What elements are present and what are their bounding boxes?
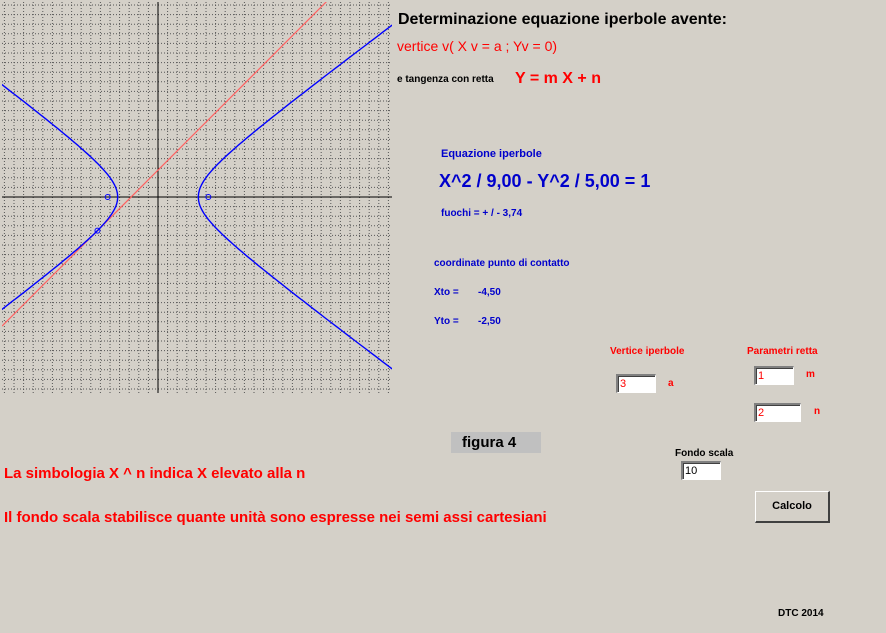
intercept-n-label: n — [814, 406, 821, 417]
tangent-line — [2, 2, 392, 326]
page-title: Determinazione equazione iperbole avente: — [398, 11, 727, 28]
xto-value: -4,50 — [478, 287, 501, 298]
scale-note: Il fondo scala stabilisce quante unità sono espresse nei semi assi cartesiani — [4, 509, 547, 526]
scale-input[interactable]: 10 — [681, 461, 721, 480]
calcolo-button[interactable]: Calcolo — [755, 491, 830, 523]
slope-m-input[interactable]: 1 — [754, 366, 794, 385]
line-params-label: Parametri retta — [747, 346, 818, 357]
slope-m-label: m — [806, 369, 815, 380]
foci-value: fuochi = + / - 3,74 — [441, 208, 523, 219]
tangency-equation: Y = m X + n — [515, 70, 601, 87]
intercept-n-input[interactable]: 2 — [754, 403, 801, 422]
symbol-note: La simbologia X ^ n indica X elevato alla n — [4, 465, 306, 482]
xto-label: Xto = — [434, 287, 459, 298]
vertex-a-input[interactable]: 3 — [616, 374, 656, 393]
graph-area — [2, 2, 392, 393]
vertex-a-label: a — [668, 378, 674, 389]
vertex-description: vertice v( X v = a ; Yv = 0) — [397, 38, 558, 54]
figure-caption: figura 4 — [462, 434, 517, 451]
equation-formula: X^2 / 9,00 - Y^2 / 5,00 = 1 — [439, 171, 651, 191]
tangency-prefix: e tangenza con retta — [397, 74, 494, 85]
footer-credit: DTC 2014 — [778, 608, 824, 619]
scale-label: Fondo scala — [675, 448, 734, 459]
yto-value: -2,50 — [478, 316, 501, 327]
equation-label: Equazione iperbole — [441, 148, 542, 160]
yto-label: Yto = — [434, 316, 459, 327]
graph-canvas — [2, 2, 392, 393]
contact-label: coordinate punto di contatto — [434, 258, 570, 269]
vertex-section-label: Vertice iperbole — [610, 346, 685, 357]
